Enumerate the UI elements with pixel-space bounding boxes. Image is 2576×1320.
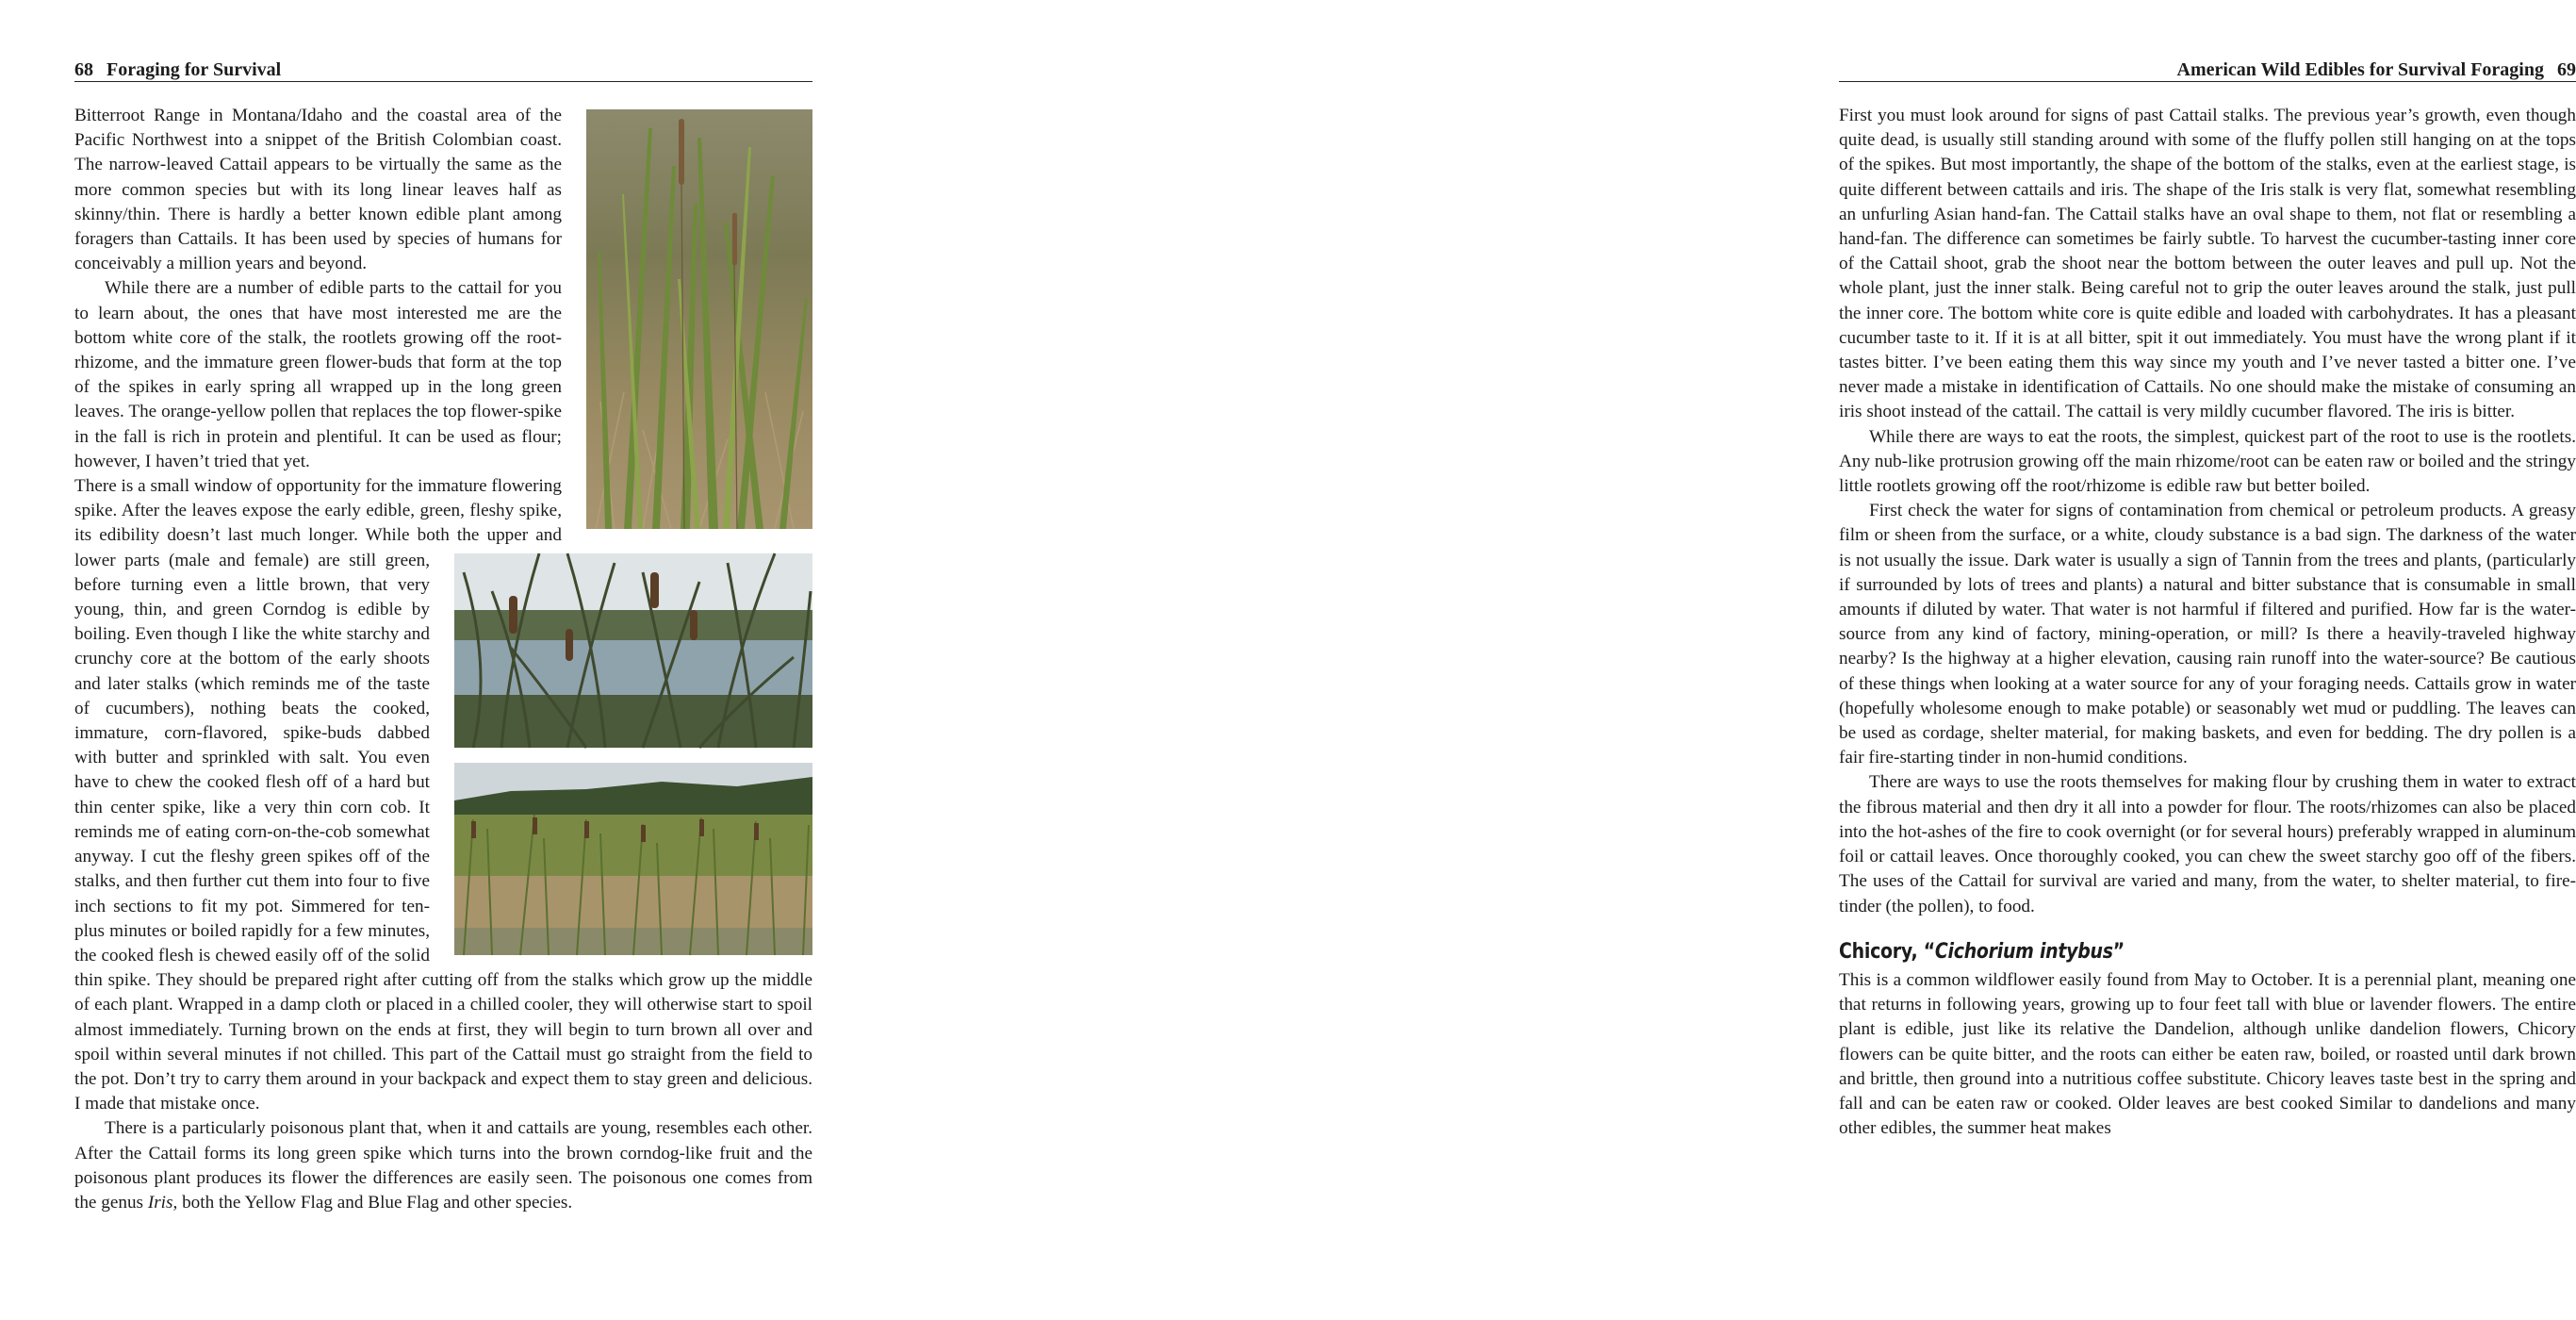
iris-genus-italic: Iris [147,1192,173,1213]
chicory-paragraph: This is a common wildflower easily found from May to October. It is a perennial plant, meaning one that returns in following years, growing up to four feet tall with blue or lavender flowers. The entire plant is edible, just like its relative the Dandelion, although unlike dandelion flowers, Chicory flowers can be quite bitter, and the roots can either be eaten raw, boiled, or roasted until dark brown and brittle, then ground into a nutritious coffee substitute. Chicory leaves taste best in the spring and fall and can be eaten raw or cooked. Older leaves are best cooked Similar to dandelions and many other edibles, the summer heat makes [1839,969,2576,1139]
left-paragraph-4-text: There is a particularly poisonous plant that, when it and cattails are young, resembles each other. After the Cattail forms its long green spike which turns into the brown corndog-like fruit and the poisonous plant produces its flower the differences are easily seen. The poisonous one comes from the genus [74,1118,812,1213]
right-page-number: 69 [2557,59,2576,80]
left-running-title: Foraging for Survival [107,59,282,80]
left-paragraph-2: While there are a number of edible parts to the cattail for you to learn about, the ones that have most interested me are the bottom white core of the stalk, the rootlets growing off the root-rhizome, and the immature green flower-buds that form at the top of the spikes in early spring all wrapped up in the long green leaves. The orange-yellow pollen that replaces the top flower-spike in the fall is rich in protein and plentiful. It can be used as flour; however, I haven’t tried that yet. [74,278,562,471]
right-running-head [1839,57,2576,82]
cattail-marsh-photo [454,763,812,955]
right-page [879,0,2576,1320]
right-paragraph-3: First check the water for signs of contamination from chemical or petroleum products. A greasy film or sheen from the surface, or a white, cloudy substance is a bad sign. The darkness of the water is not usually the issue. Dark water is usually a sign of Tannin from the trees and plants, (particularly if surrounded by lots of trees and plants) a natural and bitter substance that is consumable in small amounts if diluted by water. That water is not harmful if filtered and purified. How far is the water-source from any kind of factory, mining-operation, or mill? Is there a heavily-traveled highway nearby? Is the highway at a higher elevation, causing rain runoff into the water-source? Be cautious of these things when looking at a water source for any of your foraging needs. Cattails grow in water (hopefully wholesome enough to make potable) or seasonably wet mud or puddling. The leaves can be used as cordage, shelter material, for making baskets, and even for bedding. The dry pollen is a fair fire-starting tinder in non-humid conditions. [1839,501,2576,768]
left-paragraph-4 [74,1116,812,1215]
right-running-title: American Wild Edibles for Survival Foraging [2176,59,2544,80]
left-page-number: 68 [74,59,93,80]
heading-prefix: Chicory, “ [1839,939,1935,964]
chicory-section-heading [1839,940,2473,965]
heading-suffix: ” [2112,939,2125,964]
left-paragraph-4-end: , both the Yellow Flag and Blue Flag and other species. [172,1192,573,1213]
cattails-by-lake-photo [454,553,812,748]
right-paragraph-1: First you must look around for signs of past Cattail stalks. The previous year’s growth, even though quite dead, is usually still standing around with some of the fluffy pollen still hanging on at the tops of the spikes. But most importantly, the shape of the bottom of the stalks, even at the earliest stage, is quite different between cattails and iris. The shape of the Iris stalk is very flat, somewhat resembling an unfurling Asian hand-fan. The Cattail stalks have an oval shape to them, not flat or resembling a hand-fan. The difference can sometimes be fairly subtle. To harvest the cucumber-tasting inner core of the Cattail shoot, grab the shoot near the bottom between the outer leaves and pull up. Not the whole plant, just the inner stalk. Being careful not to grip the outer leaves around the stalk, just pull the inner core. The bottom white core is quite edible and loaded with carbohydrates. It has a pleasant cucumber taste to it. If it is at all bitter, spit it out immediately. You must have the wrong plant if it tastes bitter. I’ve been eating them this way since my youth and I’ve never tasted a bitter one. I’ve never made a mistake in identification of Cattails. No one should make the mistake of consuming an iris shoot instead of the cattail. The cattail is very mildly cucumber flavored. The iris is bitter. [1839,106,2576,422]
cattail-closeup-photo [586,109,812,529]
left-page [0,0,879,1320]
right-paragraph-2: While there are ways to eat the roots, the simplest, quickest part of the root to use is the rootlets. Any nub-like protrusion growing off the main rhizome/root can be eaten raw or boiled and the stringy little rootlets growing off the root/rhizome is edible raw but better boiled. [1839,426,2576,497]
left-paragraph-3: There is a small window of opportunity for the immature flowering spike. After the leaves expose the early edible, green, fleshy spike, its edibility doesn’t last much longer. While both the upper and lower parts (male and female) are still green, before turning even a little brown, that very young, thin, and green Corndog is edible by boiling. Even though I like the white starchy and crunchy core at the bottom of the early shoots and later stalks (which reminds me of the taste of cucumbers), nothing beats the cooked, immature, corn-flavored, spike-buds dabbed with butter and sprinkled with salt. You even have to chew the cooked flesh off of a hard but thin center spike, like a very thin corn cob. It reminds me of eating corn-on-the-cob somewhat anyway. I cut the fleshy green spikes off of the stalks, and then further cut them into four to five inch sections to fit my pot. Simmered for ten-plus minutes or boiled rapidly for a few minutes, the cooked flesh is chewed easily off of the solid thin spike. They should be prepared right after cutting off from the stalks which grow up the middle of each plant. Wrapped in a damp cloth or placed in a chilled cooler, they will otherwise start to spoil almost immediately. Turning brown on the ends at first, they will begin to turn brown all over and spoil within several minutes if not chilled. This part of the Cattail must go straight from the field to the pot. Don’t try to carry them around in your backpack and expect them to stay green and delicious. I made that mistake once. [74,476,812,1114]
left-running-head [74,57,812,82]
right-paragraph-4: There are ways to use the roots themselves for making flour by crushing them in water to extract the fibrous material and then dry it all into a powder for flour. The roots/rhizomes can also be placed into the hot-ashes of the fire to cook overnight (or for several hours) preferably wrapped in aluminum foil or cattail leaves. Once thoroughly cooked, you can chew the sweet starchy goo off of the fibers. The uses of the Cattail for survival are varied and many, from the water, to shelter material, to fire-tinder (the pollen), to food. [1839,772,2576,916]
right-body-text [1839,104,2576,1141]
left-paragraph-1: Bitterroot Range in Montana/Idaho and the coastal area of the Pacific Northwest into a snippet of the British Colombian coast. The narrow-leaved Cattail appears to be virtually the same as the more common species but with its long linear leaves half as skinny/thin. There is hardly a better known edible plant among foragers than Cattails. It has been used by species of humans for conceivably a million years and beyond. [74,106,562,274]
heading-latin-name: Cichorium intybus [1934,939,2113,964]
left-body-text [74,104,812,1215]
